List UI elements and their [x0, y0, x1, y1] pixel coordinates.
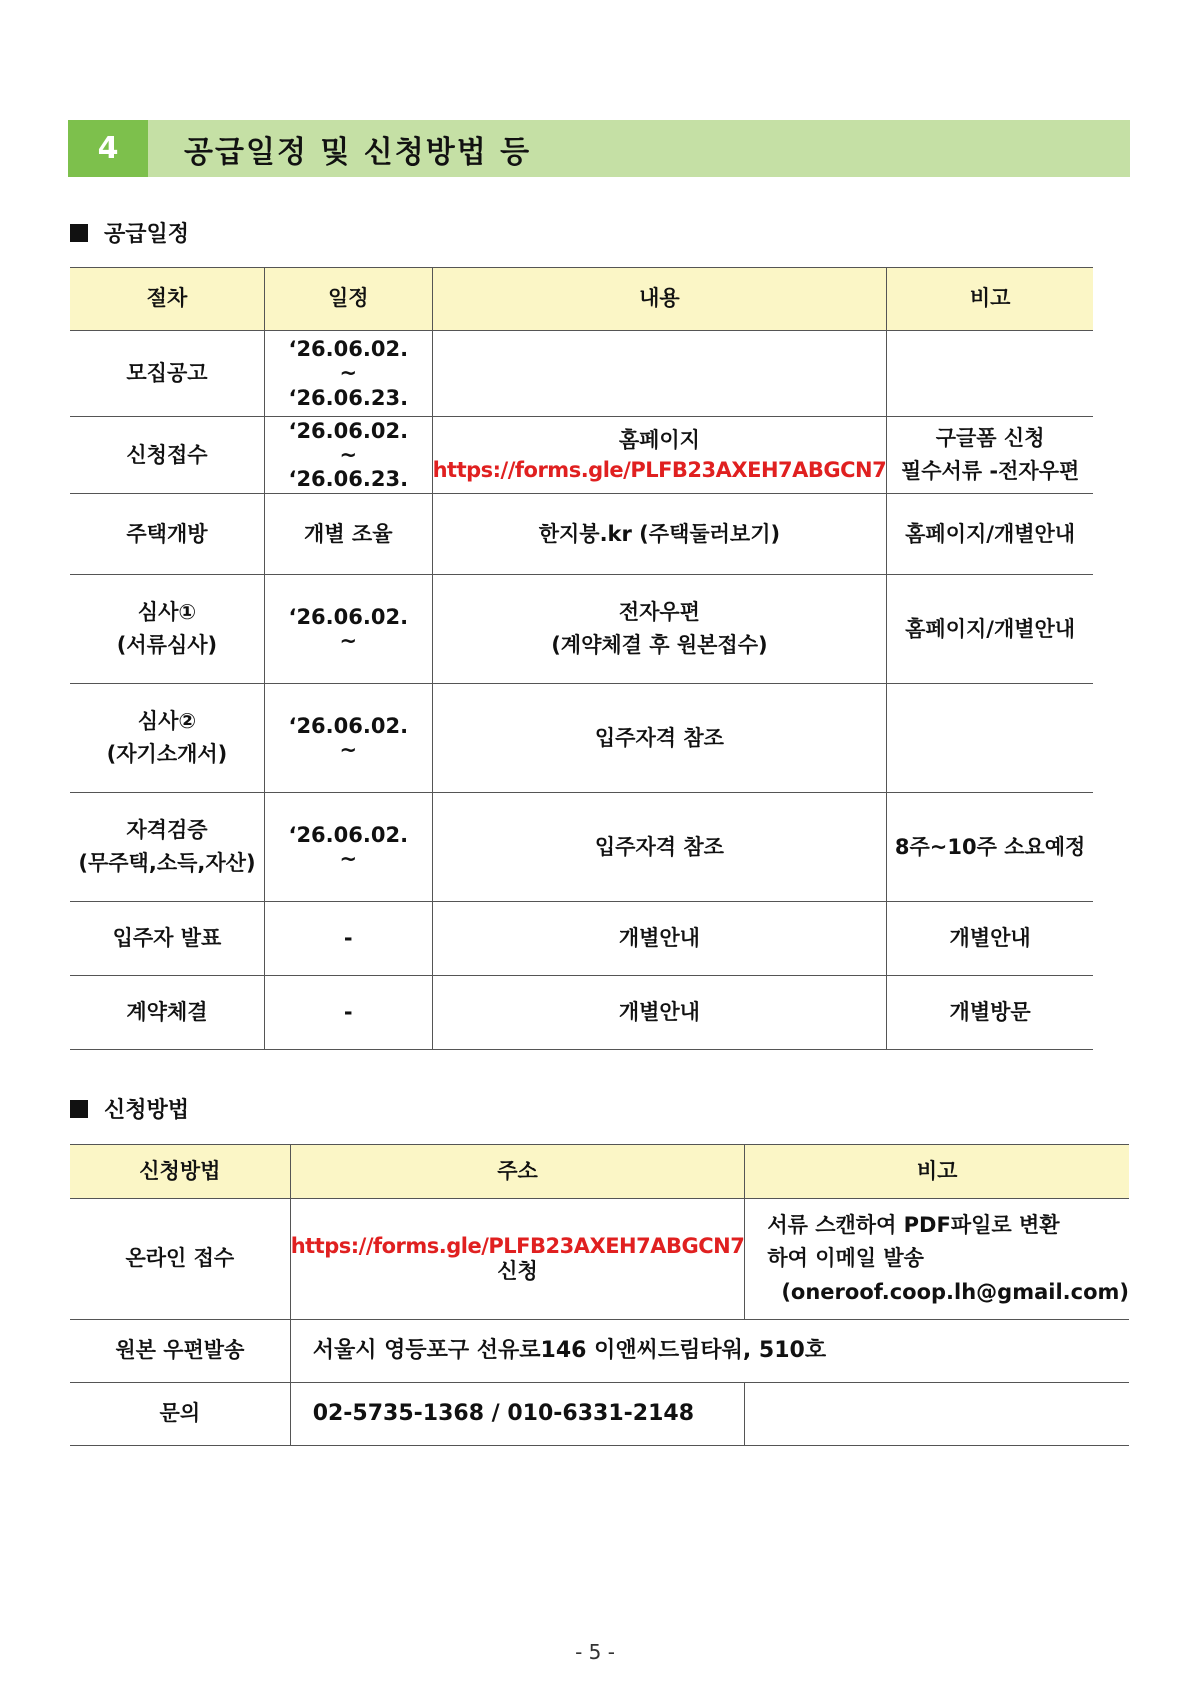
note-cell: 개별안내	[887, 902, 1093, 976]
table-row	[70, 575, 1093, 684]
square-bullet-icon	[70, 1100, 88, 1118]
square-bullet-icon	[70, 224, 88, 242]
table-row	[70, 331, 1093, 417]
link-suffix: 신청	[497, 1259, 538, 1283]
content-cell: 입주자격 참조	[432, 684, 887, 793]
step-cell: 심사② (자기소개서)	[70, 684, 264, 793]
date-cell: ‘26.06.02. ~ ‘26.06.23.	[264, 331, 432, 417]
inquiry-phone: 02-5735-1368 / 010-6331-2148	[290, 1383, 745, 1446]
date-cell: ‘26.06.02. ~	[264, 575, 432, 684]
table-row	[70, 1199, 1129, 1320]
content-cell: 전자우편 (계약체결 후 원본접수)	[432, 575, 887, 684]
date-cell: ‘26.06.02. ~	[264, 793, 432, 902]
date-cell: -	[264, 976, 432, 1050]
note-cell: 8주~10주 소요예정	[887, 793, 1093, 902]
table-row	[70, 1383, 1129, 1446]
mail-address: 서울시 영등포구 선유로146 이앤씨드림타워, 510호	[290, 1320, 1129, 1383]
form-link[interactable]: https://forms.gle/PLFB23AXEH7ABGCN7	[432, 458, 887, 482]
page-number: - 5 -	[575, 1640, 615, 1664]
header-method: 신청방법	[70, 1145, 290, 1199]
application-header-row	[70, 1145, 1129, 1199]
inquiry-note	[745, 1383, 1129, 1446]
table-row	[70, 684, 1093, 793]
schedule-table	[70, 267, 1093, 1050]
header-date: 일정	[264, 268, 432, 331]
section-header	[68, 120, 1130, 177]
note-cell	[887, 331, 1093, 417]
content-cell: 한지붕.kr (주택둘러보기)	[432, 494, 887, 575]
content-cell: 개별안내	[432, 976, 887, 1050]
form-link[interactable]: https://forms.gle/PLFB23AXEH7ABGCN7	[290, 1233, 745, 1258]
inquiry-label: 문의	[70, 1383, 290, 1446]
content-cell: 홈페이지 https://forms.gle/PLFB23AXEH7ABGCN7	[432, 417, 887, 494]
content-cell: 개별안내	[432, 902, 887, 976]
step-cell: 심사① (서류심사)	[70, 575, 264, 684]
step-cell: 주택개방	[70, 494, 264, 575]
table-row	[70, 976, 1093, 1050]
header-note: 비고	[745, 1145, 1129, 1199]
header-step: 절차	[70, 268, 264, 331]
online-address	[290, 1199, 745, 1320]
date-cell: ‘26.06.02. ~ ‘26.06.23.	[264, 417, 432, 494]
table-row	[70, 793, 1093, 902]
application-heading	[70, 1093, 189, 1124]
note-cell: 홈페이지/개별안내	[887, 494, 1093, 575]
note-cell: 개별방문	[887, 976, 1093, 1050]
table-row	[70, 902, 1093, 976]
step-cell: 신청접수	[70, 417, 264, 494]
online-label: 온라인 접수	[70, 1199, 290, 1320]
section-title: 공급일정 및 신청방법 등	[184, 134, 532, 170]
schedule-heading-text: 공급일정	[104, 222, 190, 247]
content-cell	[432, 331, 887, 417]
date-cell: -	[264, 902, 432, 976]
step-cell: 모집공고	[70, 331, 264, 417]
date-cell: ‘26.06.02. ~	[264, 684, 432, 793]
step-cell: 계약체결	[70, 976, 264, 1050]
note-cell	[887, 684, 1093, 793]
application-heading-text: 신청방법	[104, 1098, 190, 1123]
content-cell: 입주자격 참조	[432, 793, 887, 902]
step-cell: 입주자 발표	[70, 902, 264, 976]
header-address: 주소	[290, 1145, 745, 1199]
online-note: 서류 스캔하여 PDF파일로 변환 하여 이메일 발송 (oneroof.coop.lh@gmail.com)	[745, 1199, 1129, 1320]
note-cell: 홈페이지/개별안내	[887, 575, 1093, 684]
step-cell: 자격검증 (무주택,소득,자산)	[70, 793, 264, 902]
table-row	[70, 1320, 1129, 1383]
note-cell: 구글폼 신청 필수서류 -전자우편	[887, 417, 1093, 494]
section-number: 4	[68, 120, 148, 177]
header-note: 비고	[887, 268, 1093, 331]
table-row	[70, 494, 1093, 575]
application-table	[70, 1144, 1129, 1446]
table-row	[70, 417, 1093, 494]
schedule-header-row	[70, 268, 1093, 331]
mail-label: 원본 우편발송	[70, 1320, 290, 1383]
date-cell: 개별 조율	[264, 494, 432, 575]
schedule-heading	[70, 217, 189, 248]
header-content: 내용	[432, 268, 887, 331]
